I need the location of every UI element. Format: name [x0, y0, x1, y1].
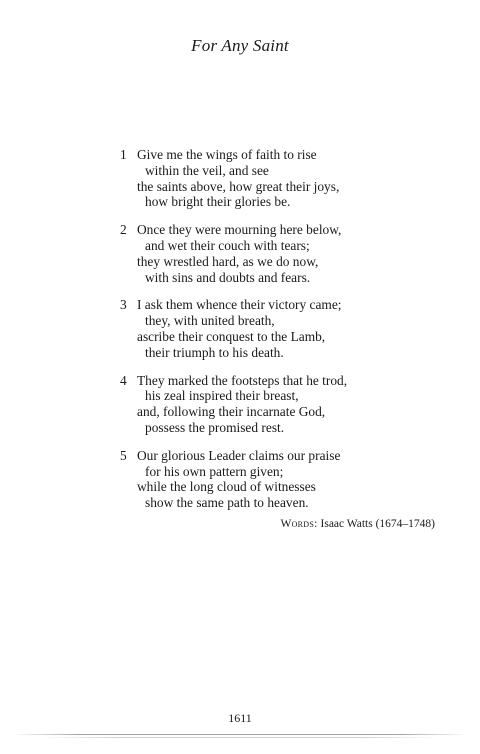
verse-number: 2 — [120, 222, 127, 238]
verse-line: they, with united breath, — [145, 313, 275, 329]
verse — [120, 297, 400, 360]
verse-lines — [137, 147, 400, 210]
words-label: Words: — [280, 518, 318, 530]
verse-line: show the same path to heaven. — [145, 495, 309, 511]
author-credit: Isaac Watts (1674–1748) — [320, 518, 435, 530]
verse-line: how bright their glories be. — [145, 194, 291, 210]
verse-line: Once they were mourning here below, — [137, 222, 342, 238]
verse-line: their triumph to his death. — [145, 344, 284, 360]
page-edge-line — [40, 737, 440, 738]
verse — [120, 373, 400, 436]
verse-line: and wet their couch with tears; — [145, 237, 310, 253]
verse-lines — [137, 448, 400, 511]
verse-number: 3 — [120, 297, 127, 313]
verse-line: Give me the wings of faith to rise — [137, 147, 317, 162]
verse-line: within the veil, and see — [145, 162, 269, 178]
verse-lines — [137, 373, 400, 436]
verse-line: his zeal inspired their breast, — [145, 388, 299, 404]
verse-line: and, following their incarnate God, — [137, 404, 326, 420]
verse-number: 4 — [120, 372, 127, 388]
verse — [120, 222, 400, 285]
verse-line: they wrestled hard, as we do now, — [137, 253, 319, 269]
page-edge-line — [12, 734, 468, 735]
verse-line: They marked the footsteps that he trod, — [137, 372, 348, 388]
verse-number: 5 — [120, 447, 127, 463]
verse-line: I ask them whence their victory came; — [137, 297, 342, 313]
page-number: 1611 — [228, 711, 252, 725]
attribution — [280, 518, 435, 530]
verse-number: 1 — [120, 147, 127, 162]
verse — [120, 147, 400, 210]
verse-lines — [137, 222, 400, 285]
verse — [120, 448, 400, 511]
verse-line: ascribe their conquest to the Lamb, — [137, 328, 326, 344]
verse-line: for his own pattern given; — [145, 463, 284, 479]
page-title: For Any Saint — [191, 36, 289, 55]
verse-line: Our glorious Leader claims our praise — [137, 447, 341, 463]
verse-lines — [137, 297, 400, 360]
hymn-text — [120, 147, 400, 523]
verse-line: possess the promised rest. — [145, 419, 285, 435]
verse-line: with sins and doubts and fears. — [145, 269, 311, 285]
verse-line: while the long cloud of witnesses — [137, 479, 316, 495]
verse-line: the saints above, how great their joys, — [137, 178, 340, 194]
